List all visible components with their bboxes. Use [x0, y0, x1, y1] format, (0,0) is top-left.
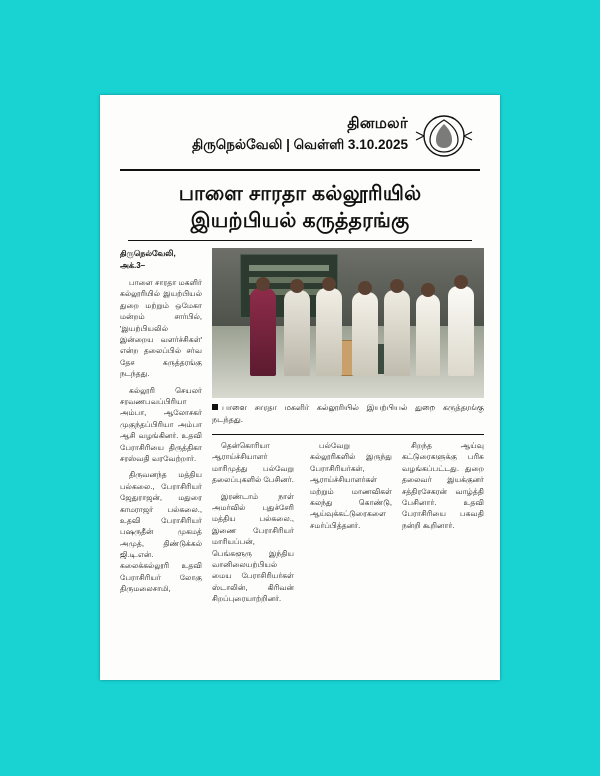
dinamalar-emblem-icon: [414, 113, 474, 159]
article-paragraph: பல்வேறு கல்லூரிகளில் இருந்து பேராசிரியர்கள், ஆராய்ச்சியாளர்கள் மற்றும் மாணவிகள் கலந்து கொண்டு, ஆய்வுக்கட்டுரைகளை சமர்ப்பித்தனர்.: [310, 441, 392, 530]
caption-bullet-icon: [212, 404, 218, 410]
photo-person: [250, 288, 276, 376]
article-paragraph: கல்லூரி செயலர் சரவணபவப்பிரியா அம்பா, ஆலோசகர் முகுந்தப்பிரியா அம்பா ஆசி வழங்கினர். உதவி பேராசிரியை திருத்திகா சரஸ்வதி வரவேற்றார்.: [120, 385, 202, 463]
article-dateline: திருநெல்வேலி, அக்.3–: [120, 249, 176, 271]
headline-rule: [128, 240, 472, 241]
article-paragraph: திருவனந்த மத்திய பல்கலை., பேராசிரியர் ஜேதுராஜன், மதுரை காமராஜர் பல்கலை., உதவி பேராசிரியர் பஷருதீன் முகமத் அமுத், திண்டுக்கல் ஜி.டி.என். கலைக்கல்லூரி உதவி பேராசிரியர் லோகு திருமலைசாமி,: [120, 470, 202, 594]
headline: [120, 180, 480, 241]
article-paragraph: இரண்டாம் நாள் அமர்வில் புதுச்சேரி மத்திய பல்கலை., இணை பேராசிரியர் மாரியப்பன், பெங்களூரு இந்திய வானிலையற்பியல் மைய பேராசிரியர்கள் ஸ்டாலின், கிரிவன் சிறப்புரையாற்றினர்.: [212, 491, 294, 604]
article-column-4: [402, 440, 484, 536]
masthead-title: தினமலர்: [347, 115, 408, 132]
photo-person: [448, 286, 474, 376]
article-body: [120, 248, 484, 667]
photo-person: [352, 292, 378, 376]
headline-line-1: பாளை சாரதா கல்லூரியில்: [178, 182, 422, 205]
article-paragraph: பாளை சாரதா மகளிர் கல்லூரியில் இயற்பியல் துறை மற்றும் ஒமேகா மன்றம் சார்பில், 'இயற்பியலில் இன்றைய வளர்ச்சிகள்' என்ற தலைப்பில் சர்வ தேச கருத்தரங்கு நடந்தது.: [120, 278, 202, 379]
headline-line-2: இயற்பியல் கருத்தரங்கு: [190, 209, 410, 233]
photo-caption: [212, 402, 484, 426]
photo-caption-text: பாளை சாரதா மகளிர் கல்லூரியில் இயற்பியல் துறை கருத்தரங்கு நடந்தது.: [212, 403, 484, 425]
article-paragraph: சிறந்த ஆய்வு கட்டுரைகளுக்கு பரிசு வழங்கப்பட்டது. துறை தலைவர் இயக்குனர் சத்திரசேகரன் வாழ்த்தி பேசினார். உதவி பேராசிரியை பகவதி நன்றி கூறினார்.: [402, 441, 484, 530]
article-column-3: [310, 440, 392, 536]
photo-person: [284, 290, 310, 376]
article-paragraph: தென்கொரியா ஆராய்ச்சியாளர் மாரிமுத்து பல்வேறு தலைப்புகளில் பேசினர்.: [212, 441, 294, 485]
photo-person: [316, 288, 342, 376]
masthead: [120, 107, 480, 171]
photo-person: [416, 294, 440, 376]
article-column-1: [120, 248, 202, 600]
masthead-edition-date: திருநெல்வேலி | வெள்ளி 3.10.2025: [192, 137, 408, 152]
clipping-inner: [114, 107, 486, 667]
caption-rule: [212, 434, 484, 435]
photo-person: [384, 290, 410, 376]
article-column-2: [212, 440, 294, 609]
event-dignitaries-photo: [212, 248, 484, 398]
newspaper-clipping: [100, 95, 500, 680]
